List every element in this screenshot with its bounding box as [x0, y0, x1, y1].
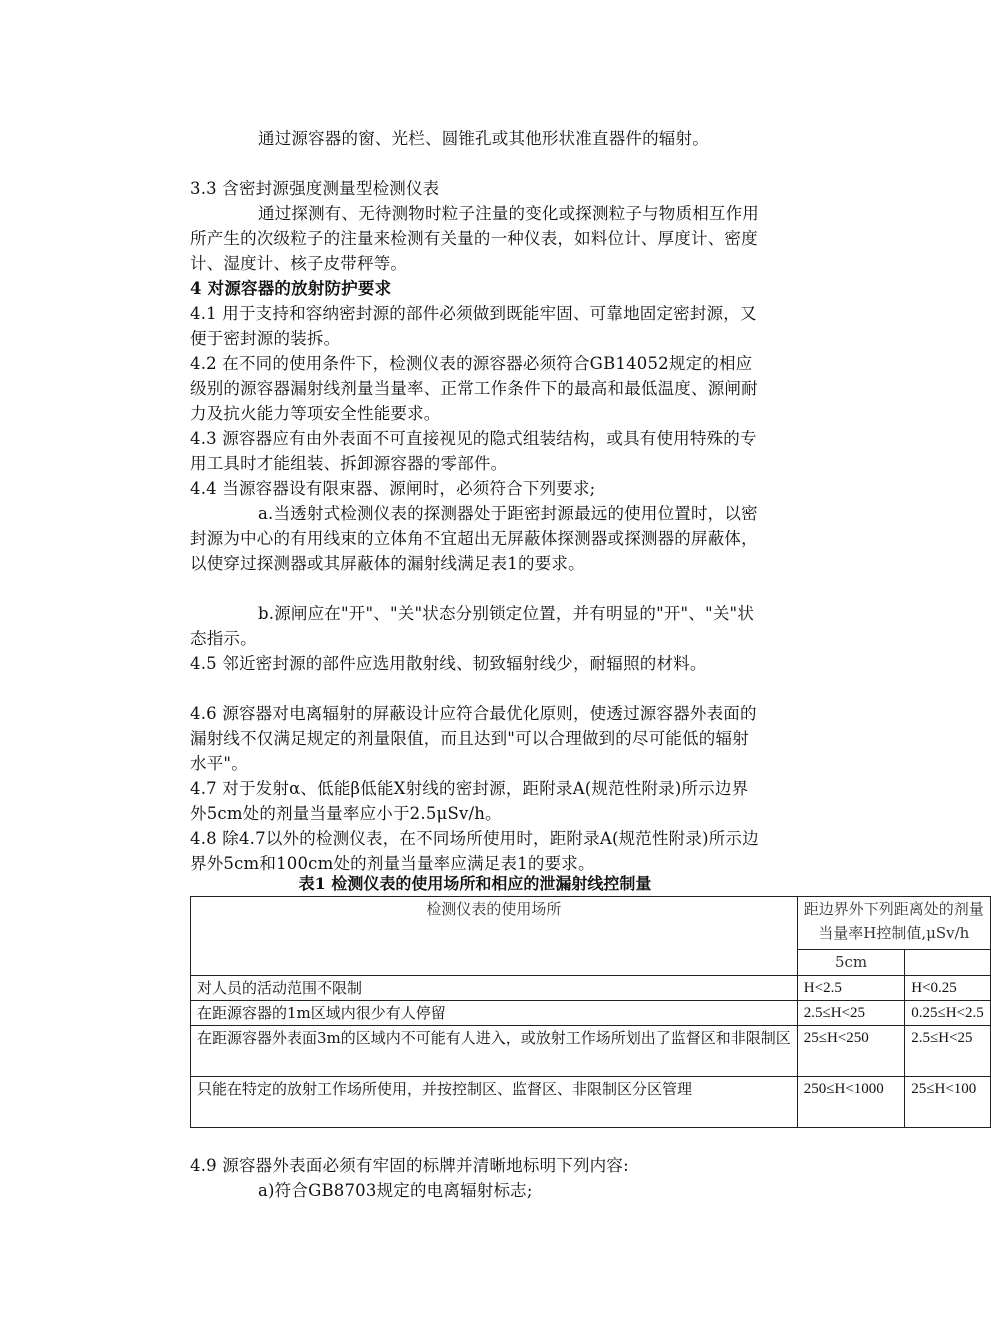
- header-dose-line2: 当量率H控制值,μSv/h: [818, 924, 970, 942]
- cell-100cm: H<0.25: [905, 976, 991, 1001]
- paragraph-4-4-b: b.源闸应在"开"、"关"状态分别锁定位置，并有明显的"开"、"关"状态指示。: [190, 604, 755, 648]
- table-header-row: [191, 897, 991, 950]
- header-dose-rate-group: [797, 897, 990, 950]
- cell-place: 对人员的活动范围不限制: [191, 976, 798, 1001]
- cell-5cm: 2.5≤H<25: [797, 1001, 904, 1026]
- cell-100cm: 0.25≤H<2.5: [905, 1001, 991, 1026]
- paragraph-4-9-a: a)符合GB8703规定的电离辐射标志;: [258, 1181, 533, 1200]
- table-caption: 表1 检测仪表的使用场所和相应的泄漏射线控制量: [298, 874, 652, 893]
- paragraph-3-2-continuation: 通过源容器的窗、光栏、圆锥孔或其他形状准直器件的辐射。: [258, 129, 709, 148]
- subheader-5cm: 5cm: [797, 950, 904, 976]
- cell-100cm: 25≤H<100: [905, 1077, 991, 1128]
- paragraph-4-8: 4.8 除4.7以外的检测仪表，在不同场所使用时，距附录A(规范性附录)所示边界外5cm和100cm处的剂量当量率应满足表1的要求。: [190, 829, 759, 873]
- paragraph-4-4-a: a.当透射式检测仪表的探测器处于距密封源最远的使用位置时，以密封源为中心的有用线束的立体角不宜超出无屏蔽体探测器或探测器的屏蔽体，以使穿过探测器或其屏蔽体的漏射线满足表1的要求。: [190, 504, 758, 573]
- table-row: [191, 1077, 991, 1128]
- table-row: [191, 1001, 991, 1026]
- paragraph-4-6: 4.6 源容器对电离辐射的屏蔽设计应符合最优化原则，使透过源容器外表面的漏射线不仅满足规定的剂量限值，而且达到"可以合理做到的尽可能低的辐射水平"。: [190, 704, 757, 773]
- cell-5cm: 250≤H<1000: [797, 1077, 904, 1128]
- cell-5cm: H<2.5: [797, 976, 904, 1001]
- heading-section-4: 4 对源容器的放射防护要求: [190, 279, 392, 298]
- cell-place: 在距源容器外表面3m的区域内不可能有人进入，或放射工作场所划出了监督区和非限制区: [191, 1026, 798, 1077]
- table-row: [191, 1026, 991, 1077]
- table-row: [191, 976, 991, 1001]
- cell-5cm: 25≤H<250: [797, 1026, 904, 1077]
- paragraph-4-5: 4.5 邻近密封源的部件应选用散射线、韧致辐射线少，耐辐照的材料。: [190, 654, 707, 673]
- cell-place: 在距源容器的1m区域内很少有人停留: [191, 1001, 798, 1026]
- paragraph-4-4: 4.4 当源容器设有限束器、源闸时，必须符合下列要求;: [190, 479, 596, 498]
- subheader-100cm: [905, 950, 991, 976]
- paragraph-4-7: 4.7 对于发射α、低能β低能X射线的密封源，距附录A(规范性附录)所示边界外5cm处的剂量当量率应小于2.5μSv/h。: [190, 779, 749, 823]
- cell-100cm: 2.5≤H<25: [905, 1026, 991, 1077]
- paragraph-4-9: 4.9 源容器外表面必须有牢固的标牌并清晰地标明下列内容:: [190, 1156, 629, 1175]
- paragraph-3-3-body: 通过探测有、无待测物时粒子注量的变化或探测粒子与物质相互作用所产生的次级粒子的注量来检测有关量的一种仪表，如料位计、厚度计、密度计、湿度计、核子皮带秤等。: [190, 204, 759, 273]
- header-dose-line1: 距边界外下列距离处的剂量: [803, 900, 984, 918]
- paragraph-4-2: 4.2 在不同的使用条件下，检测仪表的源容器必须符合GB14052规定的相应级别的源容器漏射线剂量当量率、正常工作条件下的最高和最低温度、源闸耐力及抗火能力等项安全性能要求。: [190, 354, 758, 423]
- paragraph-4-3: 4.3 源容器应有由外表面不可直接视见的隐式组装结构，或具有使用特殊的专用工具时才能组装、拆卸源容器的零部件。: [190, 429, 757, 473]
- cell-place: 只能在特定的放射工作场所使用，并按控制区、监督区、非限制区分区管理: [191, 1077, 798, 1128]
- radiation-control-table: [190, 896, 991, 1128]
- header-usage-place: 检测仪表的使用场所: [191, 897, 798, 976]
- heading-3-3: 3.3 含密封源强度测量型检测仪表: [190, 179, 440, 198]
- paragraph-4-1: 4.1 用于支持和容纳密封源的部件必须做到既能牢固、可靠地固定密封源，又便于密封源的装拆。: [190, 304, 757, 348]
